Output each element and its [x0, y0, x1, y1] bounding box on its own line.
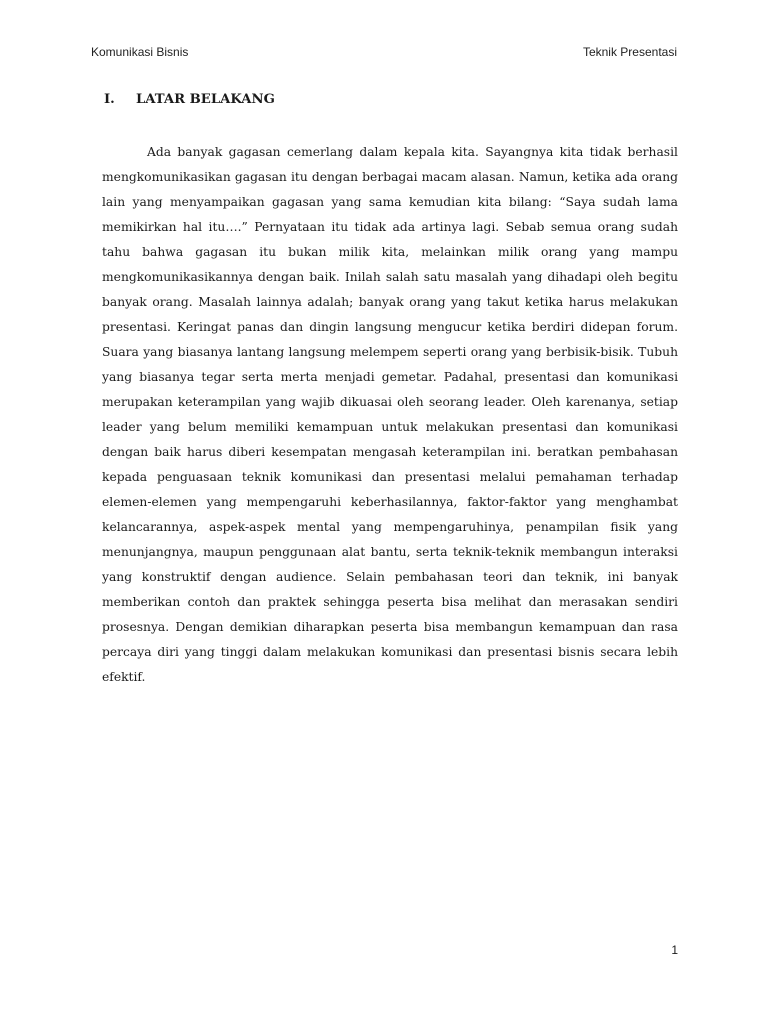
section-title: LATAR BELAKANG	[136, 92, 275, 107]
section-number: I.	[104, 92, 115, 107]
section-heading	[104, 92, 275, 107]
page-number: 1	[671, 943, 678, 957]
header-left-title: Komunikasi Bisnis	[91, 45, 189, 59]
header-right-title: Teknik Presentasi	[582, 45, 677, 59]
body-paragraph: Ada banyak gagasan cemerlang dalam kepala kita. Sayangnya kita tidak berhasil mengkomunikasikan gagasan itu dengan berbagai macam alasan. Namun, ketika ada orang lain yang menyampaikan gagasan yang sama kemudian kita bilang: “Saya sudah lama memikirkan hal itu….” Pernyataan itu tidak ada artinya lagi. Sebab semua orang sudah tahu bahwa gagasan itu bukan milik kita, melainkan milik orang yang mampu mengkomunikasikannya dengan baik. Inilah salah satu masalah yang dihadapi oleh begitu banyak orang. Masalah lainnya adalah; banyak orang yang takut ketika harus melakukan presentasi. Keringat panas dan dingin langsung mengucur ketika berdiri didepan forum. Suara yang biasanya lantang langsung melempem seperti orang yang berbisik-bisik. Tubuh yang biasanya tegar serta merta menjadi gemetar. Padahal, presentasi dan komunikasi merupakan keterampilan yang wajib dikuasai oleh seorang leader. Oleh karenanya, setiap leader yang belum memiliki kemampuan untuk melakukan presentasi dan komunikasi dengan baik harus diberi kesempatan mengasah keterampilan ini. beratkan pembahasan kepada penguasaan teknik komunikasi dan presentasi melalui pemahaman terhadap elemen-elemen yang mempengaruhi keberhasilannya, faktor-faktor yang menghambat kelancarannya, aspek-aspek mental yang mempengaruhinya, penampilan fisik yang menunjangnya, maupun penggunaan alat bantu, serta teknik-teknik membangun interaksi yang konstruktif dengan audience. Selain pembahasan teori dan teknik, ini banyak memberikan contoh dan praktek sehingga peserta bisa melihat dan merasakan sendiri prosesnya. Dengan demikian diharapkan peserta bisa membangun kemampuan dan rasa percaya diri yang tinggi dalam melakukan komunikasi dan presentasi bisnis secara lebih efektif.	[102, 145, 678, 684]
